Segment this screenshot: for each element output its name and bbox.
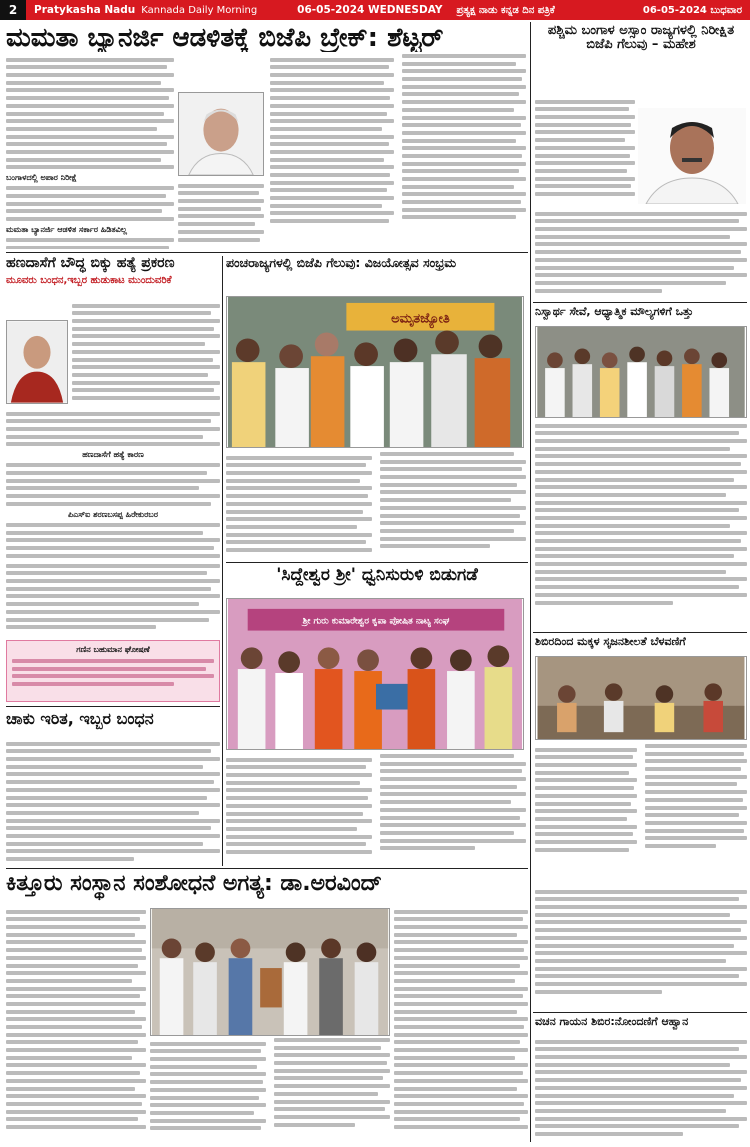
paper-subtitle: Kannada Daily Morning [141, 4, 258, 16]
photo-victory-celebration [226, 296, 524, 448]
kittur-event-image [151, 909, 389, 1035]
headline-knife-stabbing: ಚಾಕು ಇರಿತ, ಇಬ್ಬರ ಬಂಧನ [6, 710, 154, 728]
column-rule [530, 22, 531, 1142]
story-selfless-body [535, 420, 747, 630]
headline-mahesh: ಪಶ್ಚಿಮ ಬಂಗಾಳ ಅಸ್ಸಾಂ ರಾಜ್ಯಗಳಲ್ಲಿ ನಿರೀಕ್ಷಿತ ಬಿಜೆಪಿ ಗೆಲುವು – ಮಹೇಶ [547, 24, 735, 53]
masthead [0, 0, 750, 20]
release-event-image [227, 599, 523, 749]
headline-shettar: ಮಮತಾ ಬ್ಯಾನರ್ಜಿ ಆಡಳಿತಕ್ಕೆ ಬಿಜೆಪಿ ಬ್ರೇಕ್: ಶೆಟ್ಟರ್ [6, 24, 444, 52]
headline-vachana-camp: ವಚನ ಗಾಯನ ಶಿಬಿರ:ನೋಂದಣಿಗೆ ಆಹ್ವಾನ [535, 1016, 689, 1028]
headline-kittur-research: ಕಿತ್ತೂರು ಸಂಸ್ಥಾನ ಸಂಶೋಧನೆ ಅಗತ್ಯ: ಡಾ.ಅರವಿಂದ್ [6, 872, 382, 896]
photo-shettar [178, 92, 264, 176]
paper-name: Pratykasha Nadu [34, 4, 136, 16]
story-mahesh [535, 24, 747, 60]
reward-announcement-box [6, 640, 220, 702]
photo-monk [6, 320, 68, 404]
photo-camp [535, 656, 747, 740]
photo-mahesh [638, 108, 746, 204]
headline-selfless-service: ನಿಸ್ವಾರ್ಥ ಸೇವೆ, ಆಧ್ಯಾತ್ಮಿಕ ಮೌಲ್ಯಗಳಿಗೆ ಒತ್ತು [535, 306, 694, 318]
page-number: 2 [0, 0, 26, 20]
story-monk-body-3 [6, 560, 220, 638]
portrait-image [7, 321, 67, 403]
headline-siddeshwara: 'ಸಿದ್ದೇಶ್ವರ ಶ್ರೀ' ಧ್ವನಿಸುರುಳಿ ಬಿಡುಗಡೆ [276, 566, 478, 585]
celebration-image [227, 297, 523, 447]
story-shettar-body-col1 [6, 54, 174, 249]
story-monk-murder [6, 256, 218, 298]
story-siddeshwara [226, 566, 528, 594]
group-photo [536, 327, 746, 417]
section-rule [533, 302, 747, 303]
section-rule [226, 562, 528, 563]
story-victory-body [226, 452, 526, 560]
section-rule [533, 1012, 747, 1013]
story-selfless-service [535, 306, 747, 324]
section-rule [6, 706, 220, 707]
reward-box-title: ಗಣಿನ ಬಹುಮಾನ ಘೋಷಣೆ [76, 645, 150, 654]
story-camp-creativity [535, 636, 747, 654]
story-shettar-body-col3 [270, 54, 526, 249]
section-rule [6, 868, 528, 869]
event-banner-text: ಶ್ರೀ ಗುರು ಕುಮಾರೇಶ್ವರ ಕೃಪಾ ಪೋಷಿತ ನಾಟ್ಯ ಸಂಘ [302, 616, 450, 627]
photo-selfless-service [535, 326, 747, 418]
section-rule [533, 632, 747, 633]
story-vachana-camp [535, 1016, 747, 1034]
story-knife-stabbing [6, 710, 220, 734]
story-kittur-body-col2 [150, 1038, 390, 1144]
subhead-bengal-expectations: ಬಂಗಾಳದಲ್ಲಿ ಅಪಾರ ನಿರೀಕ್ಷೆ [6, 172, 77, 182]
masthead-date: 06-05-2024 WEDNESDAY [297, 4, 443, 16]
headline-camp-creativity: ಶಿಬಿರದಿಂದ ಮಕ್ಕಳ ಸೃಜನಶೀಲತೆ ಬೆಳವಣಿಗೆ [535, 636, 686, 648]
story-shettar [6, 24, 526, 52]
story-kittur-research [6, 872, 528, 902]
story-camp-body [535, 744, 747, 884]
story-monk-body-2 [6, 408, 220, 558]
headline-victory-celebration: ಪಂಚರಾಜ್ಯಗಳಲ್ಲಿ ಬಿಜೆಪಿ ಗೆಲುವು: ವಿಜಯೋತ್ಸವ ಸಂಭ್ರಮ [226, 256, 457, 270]
story-kittur-body-col1 [6, 906, 146, 1144]
story-kittur-body-col3 [394, 906, 528, 1144]
story-mahesh-body-2 [535, 208, 747, 300]
paper-name-kannada: ಪ್ರತ್ಯಕ್ಷ ನಾಡು ಕನ್ನಡ ದಿನ ಪತ್ರಿಕೆ [456, 4, 555, 16]
column-rule [222, 256, 223, 866]
story-knife-body [6, 738, 220, 864]
banner-text: ಅಮೃತಜ್ಯೋತಿ [391, 311, 450, 327]
camp-image [536, 657, 746, 739]
portrait-image [179, 93, 263, 175]
story-vachana-body [535, 1036, 747, 1144]
subhead-psi: ಪಿಎಸ್‌ಐ ಶರಣಬಸಪ್ಪ ಹಿರೇಕುರಬರ [68, 508, 158, 519]
portrait-image [638, 108, 746, 204]
story-mahesh-body [535, 96, 635, 206]
masthead-date-kannada: 06-05-2024 ಬುಧವಾರ [642, 4, 742, 16]
story-siddeshwara-body [226, 754, 526, 864]
subhead-arrests: ಮೂವರು ಬಂಧನ,ಇಬ್ಬರ ಹುಡುಕಾಟ ಮುಂದುವರಿಕೆ [6, 275, 172, 287]
story-shettar-body-col2 [178, 180, 264, 249]
photo-siddeshwara [226, 598, 524, 750]
headline-monk-murder: ಹಣದಾಸೆಗೆ ಬೌದ್ಧ ಬಿಕ್ಕು ಹತ್ಯೆ ಪ್ರಕರಣ [6, 256, 175, 271]
subhead-mamata-control: ಮಮತಾ ಬ್ಯಾನರ್ಜಿ ಆಡಳಿತ ಸರ್ಕಾರ ಹಿಡಿತವಿಲ್ಲ [6, 223, 127, 234]
story-monk-body [72, 300, 220, 408]
story-victory-celebration [226, 256, 528, 278]
section-rule [6, 252, 528, 253]
story-camp-body-2 [535, 886, 747, 1010]
photo-kittur [150, 908, 390, 1036]
subhead-money-motive: ಹಣದಾಸೆಗೆ ಹತ್ಯೆ ಕಾರಣ [82, 449, 144, 460]
